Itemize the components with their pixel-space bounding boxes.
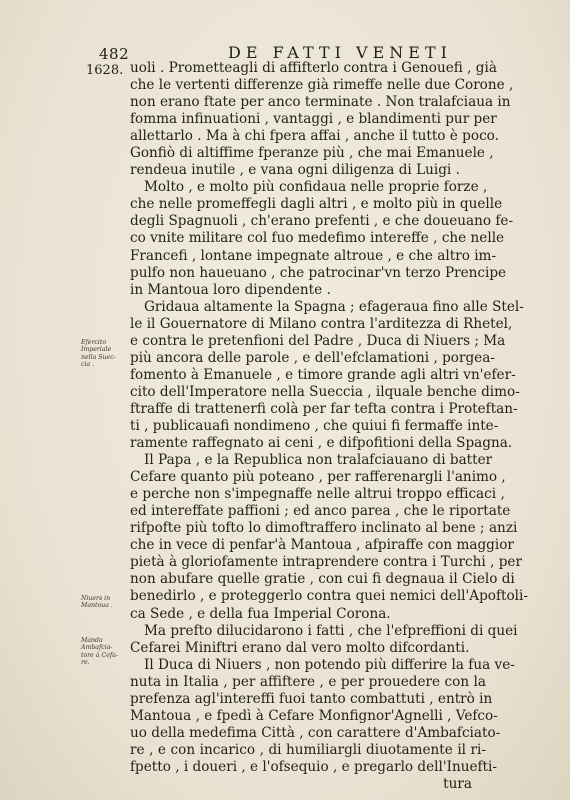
text-line: non erano ftate per anco terminate . Non tralafciaua in bbox=[130, 94, 511, 111]
text-line: che le vertenti differenze già rimeffe nelle due Corone , bbox=[130, 77, 514, 94]
text-line: fpetto , i doueri , e l'ofsequio , e pregarlo dell'Inuefti- bbox=[130, 758, 497, 775]
text-line: degli Spagnuoli , ch'erano prefenti , e che doueuano fe- bbox=[130, 213, 514, 230]
text-line: co vnite militare col fuo medefimo intereffe , che nelle bbox=[130, 230, 505, 247]
text-line: che in vece di penfar'à Mantoua , afpiraffe con maggior bbox=[130, 537, 514, 554]
text-line: Cefarei Miniftri erano dal vero molto difcordanti. bbox=[130, 639, 470, 656]
text-line: Il Duca di Niuers , non potendo più differire la fua ve- bbox=[144, 656, 515, 673]
text-line: e perche non s'impegnaffe nelle altrui troppo efficaci , bbox=[130, 486, 505, 503]
text-line: Ma prefto dilucidarono i fatti , che l'efpreffioni di quei bbox=[144, 622, 518, 639]
text-line: ramente raffegnato ai ceni , e difpofitioni della Spagna. bbox=[130, 435, 513, 452]
margin-note-army: Efercito Imperiale nella Suec- cia . bbox=[81, 339, 116, 369]
text-line: re , e con incarico , di humiliargli diuotamente il ri- bbox=[130, 741, 486, 758]
text-line: nuta in Italia , per affiftere , e per prouedere con la bbox=[130, 673, 486, 690]
text-line: uoli . Prometteagli di affifterlo contra i Genouefi , già bbox=[130, 60, 497, 76]
text-line: ti , publicauafi nondimeno , che quiui fi fermaffe inte- bbox=[130, 417, 499, 434]
text-line: prefenza agl'intereffi fuoi tanto combattuti , entrò in bbox=[130, 690, 493, 707]
text-line: e contra le pretenfioni del Padre , Duca di Niuers ; Ma bbox=[130, 332, 506, 349]
text-line: uo della medefima Città , con carattere d'Ambafciato- bbox=[130, 724, 501, 741]
margin-note-niuers: Niuers in Mantoua . bbox=[81, 595, 113, 610]
catchword: tura bbox=[443, 775, 472, 792]
text-line: non abufare quelle gratie , con cui fi degnaua il Cielo di bbox=[130, 571, 515, 588]
text-line: ed intereffate paffioni ; ed anco parea , che le riportate bbox=[130, 503, 511, 520]
text-line: Cefare quanto più poteano , per rafferenargli l'animo , bbox=[130, 469, 506, 486]
text-line: rendeua inutile , e vana ogni diligenza di Luigi . bbox=[130, 162, 460, 179]
text-line: ftraffe di trattenerfi colà per far tefta contra i Proteftan- bbox=[130, 400, 518, 417]
running-title: DE FATTI VENETI bbox=[228, 43, 452, 62]
text-line: che nelle promeffegli dagli altri , e molto più in quelle bbox=[130, 196, 503, 213]
text-line: rifpofte più tofto lo dimoftraffero inclinato al bene ; anzi bbox=[130, 520, 518, 537]
text-line: più ancora delle parole , e dell'efclamationi , porgea- bbox=[130, 349, 495, 366]
text-line: ca Sede , e della fua Imperial Corona. bbox=[130, 605, 391, 622]
text-line: pulfo non haueuano , che patrocinar'vn terzo Prencipe bbox=[130, 264, 507, 281]
margin-year: 1628. bbox=[86, 63, 124, 78]
margin-note-ambassador: Manda Ambafcia- tore à Cefa- re. bbox=[81, 637, 118, 667]
text-line: Mantoua , e fpedì à Cefare Monfignor'Agnelli , Vefco- bbox=[130, 707, 498, 724]
text-line: cito dell'Imperatore nella Sueccia , ilquale benche dimo- bbox=[130, 383, 520, 400]
text-line: le il Gouernatore di Milano contra l'arditezza di Rhetel, bbox=[130, 315, 513, 332]
text-line: Francefi , lontane impegnate altroue , e che altro im- bbox=[130, 247, 497, 264]
text-line: pietà à gloriofamente intraprendere contra i Turchi , per bbox=[130, 554, 522, 571]
text-line: benedirlo , e proteggerlo contra quei nemici dell'Apoftoli- bbox=[130, 588, 528, 605]
text-line: in Mantoua loro dipendente . bbox=[130, 281, 331, 298]
text-line: fomento à Emanuele , e timore grande agli altri vn'efer- bbox=[130, 366, 516, 383]
text-line: allettarlo . Ma à chi fpera affai , anche il tutto è poco. bbox=[130, 128, 499, 145]
body-text bbox=[130, 60, 528, 793]
text-line: Il Papa , e la Republica non tralafciauano di batter bbox=[144, 452, 493, 469]
page-number: 482 bbox=[99, 45, 130, 63]
text-line: fomma infinuationi , vantaggi , e blandimenti pur per bbox=[130, 111, 497, 128]
text-line: Gonfiò di altiffime fperanze più , che mai Emanuele , bbox=[130, 145, 494, 162]
text-line: Gridaua altamente la Spagna ; efageraua fino alle Stel- bbox=[144, 298, 524, 315]
text-line: Molto , e molto più confidaua nelle proprie forze , bbox=[144, 179, 488, 196]
